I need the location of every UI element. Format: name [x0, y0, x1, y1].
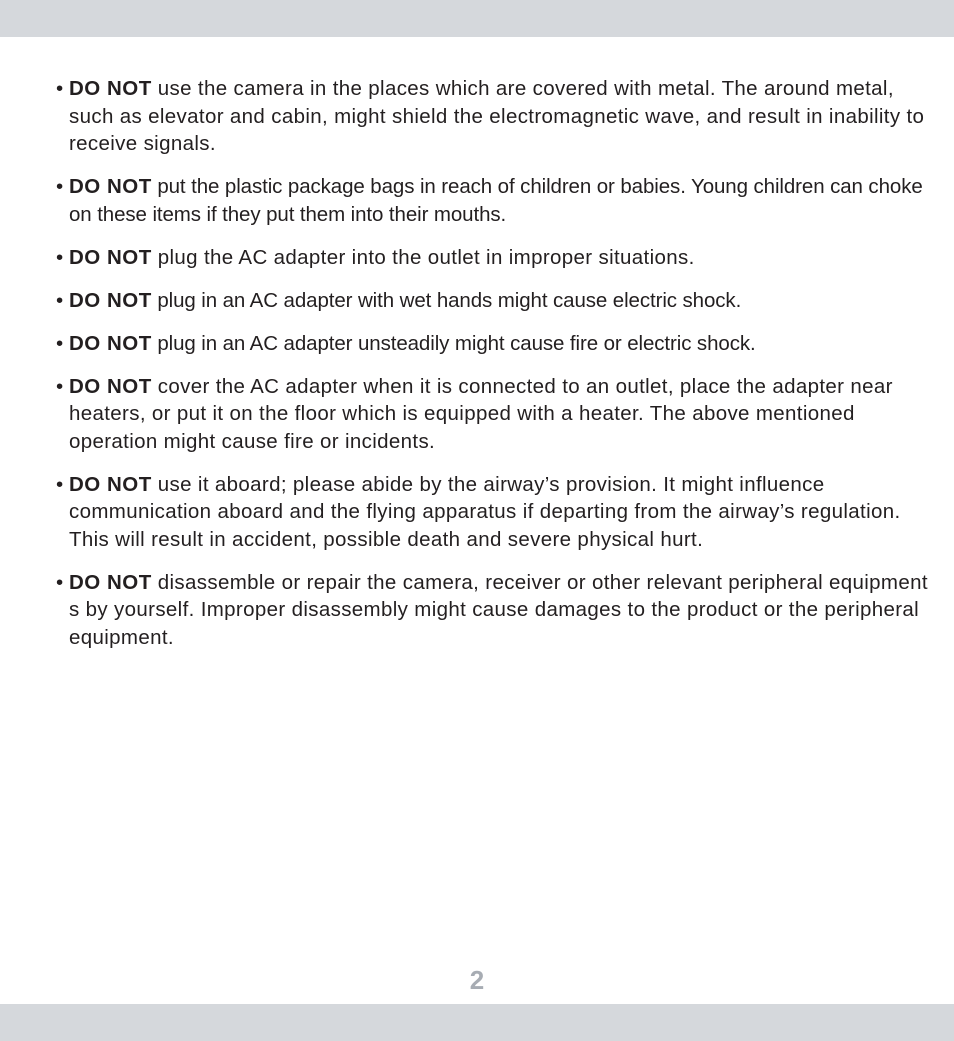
warning-lead: DO NOT	[69, 374, 152, 398]
bullet: •	[56, 175, 64, 198]
bullet: •	[56, 331, 64, 355]
warning-lead: DO NOT	[69, 331, 152, 355]
warning-item	[56, 330, 936, 358]
bottom-band	[0, 1004, 954, 1041]
page-number: 2	[469, 965, 485, 995]
warning-item	[56, 75, 936, 158]
warning-lead: DO NOT	[69, 175, 152, 198]
warning-text: plug in an AC adapter unsteadily might cause fire or electric shock.	[151, 331, 756, 355]
bullet: •	[56, 570, 64, 594]
warning-item	[56, 287, 936, 315]
warning-text: plug the AC adapter into the outlet in improper situations.	[151, 245, 695, 269]
warning-text: cover the AC adapter when it is connected to an outlet, place the adapter near heaters, or put it on the floor which is equipped with a heater. The above mentioned operation might cause fire or incidents.	[69, 374, 893, 453]
warning-item	[56, 173, 936, 228]
warning-lead: DO NOT	[69, 245, 152, 269]
bullet: •	[56, 245, 64, 269]
warning-item	[56, 471, 936, 554]
warning-text: use the camera in the places which are covered with metal. The around metal, such as elevator and cabin, might shield the electromagnetic wave, and result in inability to receive signals.	[69, 77, 925, 155]
top-band	[0, 0, 954, 37]
warning-text: put the plastic package bags in reach of children or babies. Young children can choke on these items if they put them into their mouths.	[69, 175, 923, 226]
bullet: •	[56, 374, 64, 398]
warning-text: use it aboard; please abide by the airway’s provision. It might influence communication aboard and the flying apparatus if departing from the airway’s regulation. This will result in accident, possible death and severe physical hurt.	[69, 472, 901, 551]
warnings-list	[56, 75, 936, 667]
warning-lead: DO NOT	[69, 570, 152, 594]
warning-lead: DO NOT	[69, 472, 152, 496]
warning-item	[56, 569, 936, 652]
bullet: •	[56, 77, 64, 100]
warning-item	[56, 373, 936, 456]
warning-text: plug in an AC adapter with wet hands might cause electric shock.	[151, 288, 742, 312]
bullet: •	[56, 288, 64, 312]
warning-lead: DO NOT	[69, 77, 152, 100]
bullet: •	[56, 472, 64, 496]
warning-lead: DO NOT	[69, 288, 152, 312]
warning-item	[56, 244, 936, 272]
warning-text: disassemble or repair the camera, receiver or other relevant peripheral equipment s by yourself. Improper disassembly might cause damages to the product or the peripheral equipment.	[69, 570, 928, 649]
